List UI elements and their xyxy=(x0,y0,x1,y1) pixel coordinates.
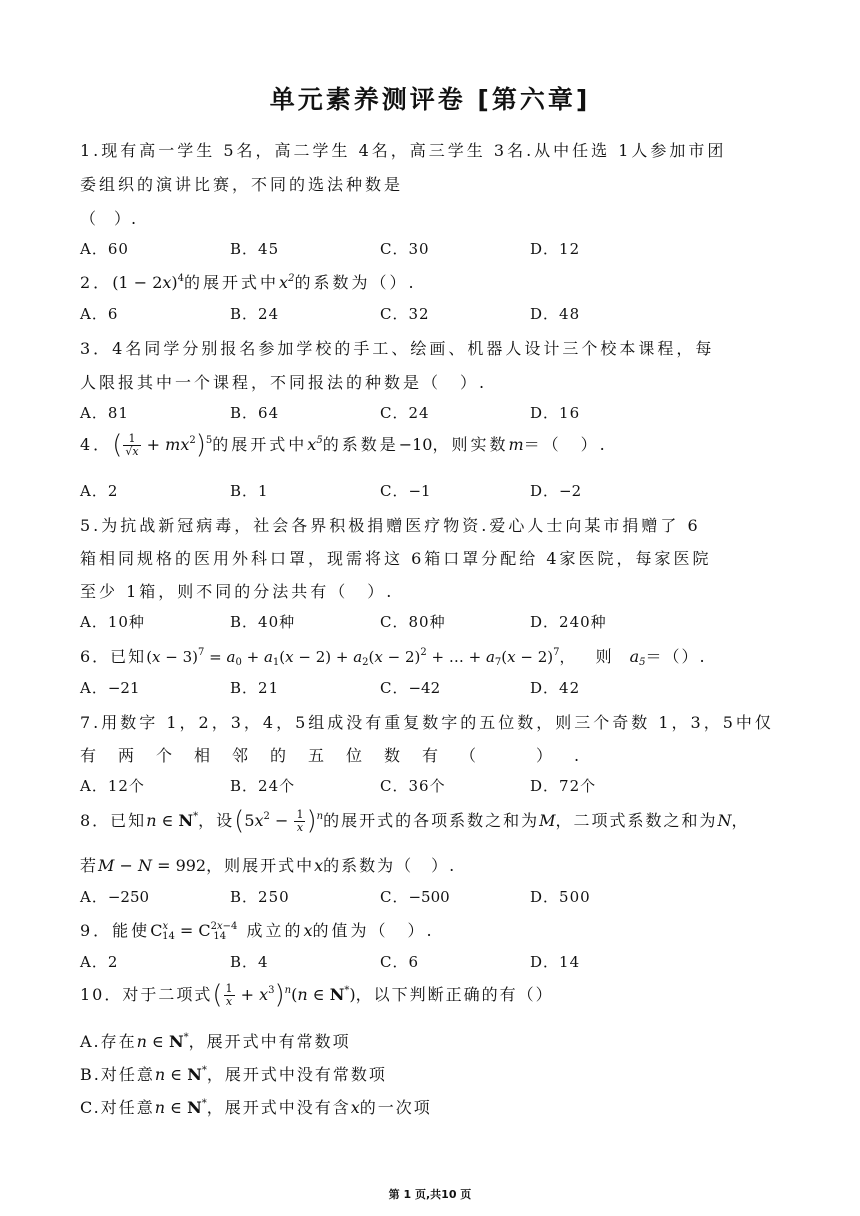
q2-term: $x^2$ xyxy=(279,273,295,292)
q9-text-b: 的值为（ ）. xyxy=(312,921,435,940)
q5-option-a: A．10种 xyxy=(80,613,145,631)
q10-text-a: ，以下判断正确的有（） xyxy=(355,985,554,1004)
q3-line2: 人限报其中一个课程，不同报法的种数是（ ）. xyxy=(80,373,488,392)
q7-option-a: A．12个 xyxy=(80,777,145,795)
q3-option-a: A．81 xyxy=(80,404,129,422)
q3-option-d: D．16 xyxy=(530,404,581,422)
q2-option-d: D．48 xyxy=(530,305,581,323)
q5-option-d: D．240种 xyxy=(530,613,607,631)
q8-n: N xyxy=(717,811,732,830)
q9-option-c: C．6 xyxy=(380,953,420,971)
q4-text-b: 的系数是 xyxy=(322,435,399,454)
q6-text-end: ＝（）. xyxy=(645,647,707,666)
q5-option-c: C．80种 xyxy=(380,613,446,631)
q6-term: $a_5$ xyxy=(629,647,646,668)
q3-option-c: C．24 xyxy=(380,404,430,422)
q5-line1: 5.为抗战新冠病毒，社会各界积极捐赠医疗物资.爱心人士向某市捐赠了 6 xyxy=(80,516,701,535)
q8-text-b: ，二项式系数之和为 xyxy=(555,811,718,830)
q8-x: x xyxy=(314,856,324,875)
q8-line2 xyxy=(80,853,456,876)
q9-equation: $C^x_{14} = C^{2x-4}_{14}$ xyxy=(150,921,238,942)
q8-line2-c: 的系数为（ ）. xyxy=(323,856,457,875)
q8-line1 xyxy=(80,806,750,836)
q9-text-a: 成立的 xyxy=(246,921,304,940)
q6-option-c: C．−42 xyxy=(380,679,441,697)
q8-option-a: A．−250 xyxy=(80,888,150,906)
q7-line2: 有两个相邻的五位数有（ ）. xyxy=(80,746,602,765)
q4-option-a: A．2 xyxy=(80,482,119,500)
q10-expression: ( $\frac{1}{x}$ + $x^3)^n(n$ ∈ N*) xyxy=(212,980,356,1010)
q5-option-b: B．40种 xyxy=(230,613,296,631)
q1-line3: （ ）. xyxy=(80,209,138,228)
q4-number: 4． xyxy=(80,435,113,454)
q9-option-a: A．2 xyxy=(80,953,119,971)
q6-option-a: A．−21 xyxy=(80,679,140,697)
q10-number: 10．对于二项式 xyxy=(80,985,213,1004)
q4-value: −10 xyxy=(398,435,433,454)
q4-text-a: 的展开式中 xyxy=(212,435,308,454)
q6-number: 6．已知 xyxy=(80,647,147,666)
page-title: 单元素养测评卷 [第六章] xyxy=(269,85,591,114)
q10-option-b: B.对任意n ∈ N*，展开式中没有常数项 xyxy=(80,1065,387,1084)
q9-x: x xyxy=(303,921,313,940)
q10-option-a: A.存在n ∈ N*，展开式中有常数项 xyxy=(80,1032,351,1051)
q9-number: 9．能使 xyxy=(80,921,151,940)
q1-option-c: C．30 xyxy=(380,240,430,258)
q9-option-d: D．14 xyxy=(530,953,581,971)
q7-option-c: C．36个 xyxy=(380,777,446,795)
q2-text-a: 的展开式中 xyxy=(184,273,280,292)
q2-line xyxy=(80,270,417,293)
q2-option-b: B．24 xyxy=(230,305,280,323)
q2-option-a: A．6 xyxy=(80,305,119,323)
q7-option-d: D．72个 xyxy=(530,777,597,795)
q8-text-c: ， xyxy=(731,811,750,830)
q6-then: 则 xyxy=(595,647,614,666)
q7-line1: 7.用数字 1，2，3，4，5组成没有重复数字的五位数，则三个奇数 1，3，5中仅 xyxy=(80,713,774,732)
q4-line xyxy=(80,430,608,460)
q6-option-b: B．21 xyxy=(230,679,280,697)
q1-option-b: B．45 xyxy=(230,240,280,258)
page-footer: 第 1 页,共10 页 xyxy=(388,1188,472,1201)
q8-number: 8．已知 xyxy=(80,811,147,830)
q8-equation: M − N = 992 xyxy=(98,856,207,875)
q8-expression: ($5x^2$ − $\frac{1}{x}$ )$^n$ xyxy=(234,806,324,836)
q8-m: M xyxy=(539,811,556,830)
q4-expression: ( $\frac{1}{√x}$ + $mx^2)^5$ xyxy=(112,430,213,460)
q10-line xyxy=(80,980,554,1010)
q2-expression: $(1 - 2x)^4$ xyxy=(112,273,185,292)
q4-term: $x^5$ xyxy=(307,435,323,454)
q5-line3: 至少 1箱，则不同的分法共有（ ）. xyxy=(80,582,395,601)
q10-option-c: C.对任意n ∈ N*，展开式中没有含x的一次项 xyxy=(80,1098,432,1117)
q1-option-d: D．12 xyxy=(530,240,581,258)
q8-option-c: C．−500 xyxy=(380,888,450,906)
q2-option-c: C．32 xyxy=(380,305,430,323)
q9-option-b: B．4 xyxy=(230,953,269,971)
q6-equation: $(x - 3)^7 = a_0 + a_1(x - 2) + a_2(x - 2)^2$ + … + $a_7(x - 2)^7$， xyxy=(146,647,575,668)
q1-option-a: A．60 xyxy=(80,240,129,258)
q4-variable: m xyxy=(508,435,524,454)
q1-line1: 1.现有高一学生 5名，高二学生 4名，高三学生 3名.从中任选 1人参加市团 xyxy=(80,141,727,160)
q4-text-c: ，则实数 xyxy=(432,435,509,454)
q8-text-set: ，设 xyxy=(198,811,235,830)
q4-option-c: C．−1 xyxy=(380,482,431,500)
q8-option-d: D．500 xyxy=(530,888,591,906)
q6-option-d: D．42 xyxy=(530,679,581,697)
q1-line2: 委组织的演讲比赛，不同的选法种数是 xyxy=(80,175,404,194)
q2-text-b: 的系数为（）. xyxy=(294,273,417,292)
q8-text-a: 的展开式的各项系数之和为 xyxy=(323,811,540,830)
q6-line xyxy=(80,644,707,667)
q4-text-d: ＝（ ）. xyxy=(523,435,608,454)
q3-line1: 3．4名同学分别报名参加学校的手工、绘画、机器人设计三个校本课程，每 xyxy=(80,339,715,358)
q3-option-b: B．64 xyxy=(230,404,280,422)
q8-line2-a: 若 xyxy=(80,856,99,875)
q5-line2: 箱相同规格的医用外科口罩，现需将这 6箱口罩分配给 4家医院，每家医院 xyxy=(80,549,712,568)
q7-option-b: B．24个 xyxy=(230,777,296,795)
q2-number: 2． xyxy=(80,273,113,292)
q4-option-b: B．1 xyxy=(230,482,269,500)
q9-line xyxy=(80,918,435,941)
q8-set: n ∈ N* xyxy=(146,811,199,830)
q8-line2-b: ，则展开式中 xyxy=(206,856,315,875)
q4-option-d: D．−2 xyxy=(530,482,582,500)
q8-option-b: B．250 xyxy=(230,888,290,906)
